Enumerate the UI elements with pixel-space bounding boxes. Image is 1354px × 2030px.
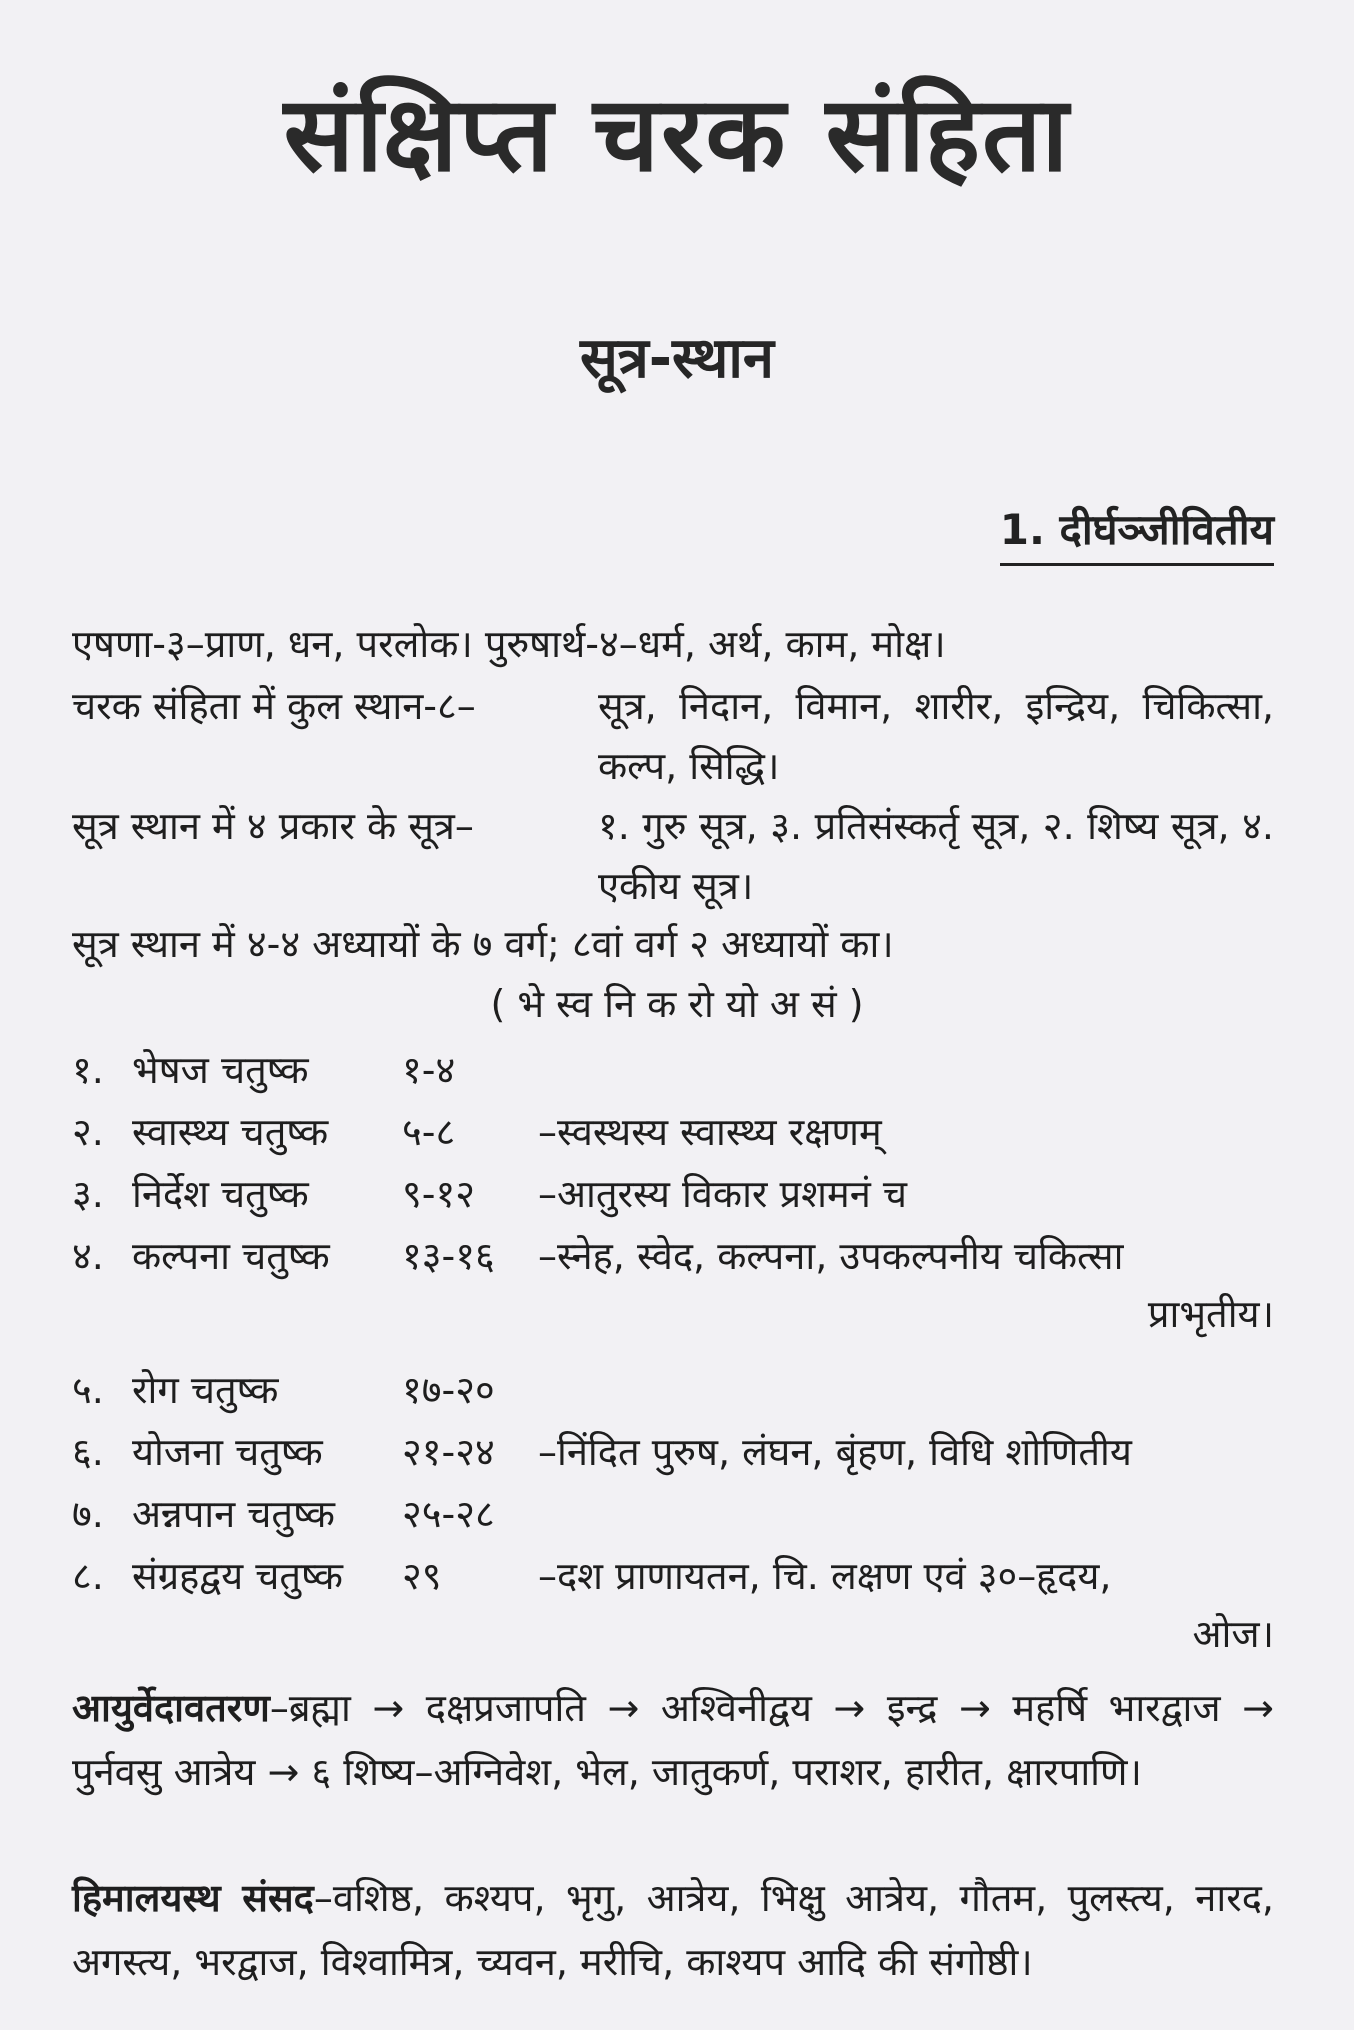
eshana-line: एषणा-३–प्राण, धन, परलोक। पुरुषार्थ-४–धर्म, अर्थ, काम, मोक्ष। <box>72 622 946 666</box>
chatushka-name: रोग चतुष्क <box>132 1368 279 1412</box>
chatushka-range: १७-२० <box>402 1368 495 1412</box>
chatushka-name: संग्रहद्वय चतुष्क <box>132 1554 343 1598</box>
chatushka-desc: –निंदित पुरुष, लंघन, बृंहण, विधि शोणितीय <box>538 1430 1132 1474</box>
mnemonic-line: ( भे स्व नि क रो यो अ सं ) <box>490 982 864 1026</box>
chatushka-name: अन्नपान चतुष्क <box>132 1492 335 1536</box>
chatushka-name: कल्पना चतुष्क <box>132 1234 330 1278</box>
book-title: संक्षिप्त चरक संहिता <box>283 73 1071 195</box>
chatushka-row <box>72 1102 1282 1162</box>
sansad-text: –वशिष्ठ, कश्यप, भृगु, आत्रेय, भिक्षु आत्रेय, गौतम, पुलस्त्य, नारद, अगस्त्य, भरद्वाज, विश्वामित्र, च्यवन, मरीचि, काश्यप आदि की संगोष्ठी। <box>72 1876 1275 1984</box>
chatushka-desc: –आतुरस्य विकार प्रशमनं च <box>538 1172 908 1216</box>
chatushka-number: २. <box>72 1110 104 1154</box>
avatarana-text: –ब्रह्मा → दक्षप्रजापति → अश्विनीद्वय → इन्द्र → महर्षि भारद्वाज → पुर्नवसु आत्रेय → ६ शिष्य–अग्निवेश, भेल, जातुकर्ण, पराशर, हारीत, क्षारपाणि। <box>72 1686 1274 1794</box>
chatushka-number: ८. <box>72 1554 104 1598</box>
varga-line: सूत्र स्थान में ४-४ अध्यायों के ७ वर्ग; ८वां वर्ग २ अध्यायों का। <box>72 922 894 966</box>
chatushka-continuation: ओज। <box>1192 1612 1274 1656</box>
chatushka-range: २९ <box>402 1554 442 1598</box>
chatushka-number: ४. <box>72 1234 104 1278</box>
chapter-heading: 1. दीर्घञ्जीवितीय <box>1000 500 1274 566</box>
ayurveda-avatarana-paragraph <box>72 1676 1274 1804</box>
section-heading: सूत्र-स्थान <box>579 326 775 391</box>
chatushka-range: २१-२४ <box>402 1430 495 1474</box>
chatushka-row <box>72 1226 1282 1286</box>
himalaya-sansad-paragraph <box>72 1866 1274 1994</box>
chatushka-range: ५-८ <box>402 1110 456 1154</box>
chatushka-number: ३. <box>72 1172 104 1216</box>
chatushka-continuation: प्राभृतीय। <box>1147 1292 1274 1336</box>
chatushka-range: २५-२८ <box>402 1492 495 1536</box>
chatushka-number: ५. <box>72 1368 104 1412</box>
chatushka-row <box>72 1484 1282 1544</box>
chatushka-number: १. <box>72 1048 104 1092</box>
chatushka-row <box>72 1040 1282 1100</box>
chatushka-range: १-४ <box>402 1048 456 1092</box>
chatushka-row <box>72 1360 1282 1420</box>
chatushka-name: भेषज चतुष्क <box>132 1048 309 1092</box>
chatushka-desc: –स्नेह, स्वेद, कल्पना, उपकल्पनीय चकित्सा <box>538 1234 1124 1278</box>
chatushka-range: १३-१६ <box>402 1234 495 1278</box>
chatushka-desc: –दश प्राणायतन, चि. लक्षण एवं ३०–हृदय, <box>538 1554 1112 1598</box>
sthana-value: सूत्र, निदान, विमान, शारीर, इन्द्रिय, चिकित्सा, कल्प, सिद्धि। <box>598 684 1274 788</box>
chatushka-number: ७. <box>72 1492 104 1536</box>
chatushka-row <box>72 1164 1282 1224</box>
chatushka-range: ९-१२ <box>402 1172 475 1216</box>
chatushka-number: ६. <box>72 1430 104 1474</box>
chatushka-row <box>72 1546 1282 1606</box>
chatushka-name: योजना चतुष्क <box>132 1430 323 1474</box>
sutra-types-label: सूत्र स्थान में ४ प्रकार के सूत्र– <box>72 804 474 848</box>
chatushka-row <box>72 1422 1282 1482</box>
sansad-heading: हिमालयस्थ संसद <box>72 1876 314 1920</box>
chatushka-name: स्वास्थ्य चतुष्क <box>132 1110 329 1154</box>
chatushka-name: निर्देश चतुष्क <box>132 1172 309 1216</box>
sutra-types-value: १. गुरु सूत्र, ३. प्रतिसंस्कर्तृ सूत्र, २. शिष्य सूत्र, ४. एकीय सूत्र। <box>598 804 1274 908</box>
chatushka-desc: –स्वस्थस्य स्वास्थ्य रक्षणम् <box>538 1110 882 1154</box>
avatarana-heading: आयुर्वेदावतरण <box>72 1686 270 1730</box>
sthana-label: चरक संहिता में कुल स्थान-८– <box>72 684 476 728</box>
